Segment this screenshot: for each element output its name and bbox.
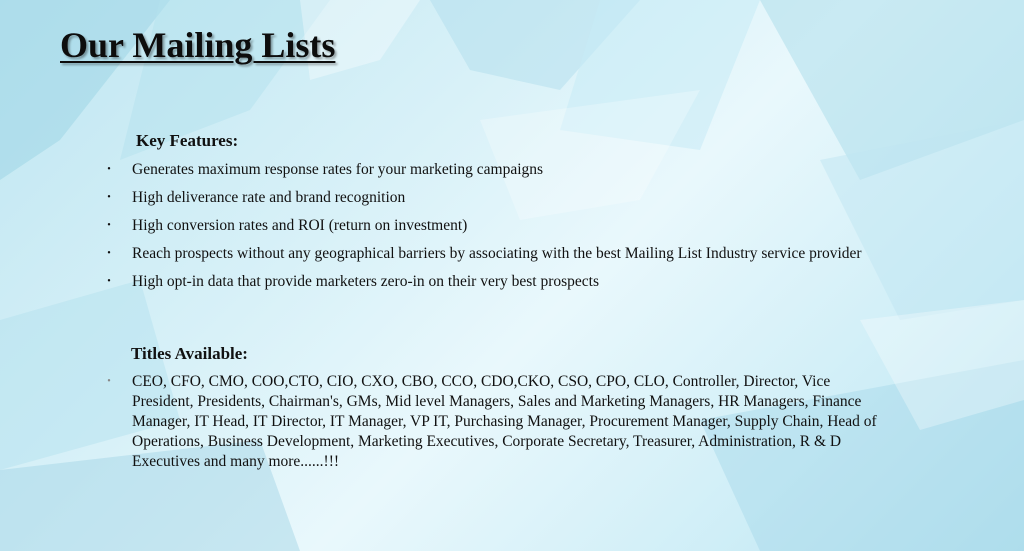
list-item: [104, 216, 904, 236]
feature-text: Generates maximum response rates for your marketing campaigns: [132, 161, 544, 178]
feature-text: High deliverance rate and brand recognition: [132, 189, 406, 206]
titles-list: [104, 372, 894, 472]
titles-text: CEO, CFO, CMO, COO,CTO, CIO, CXO, CBO, CCO, CDO,CKO, CSO, CPO, CLO, Controller, Director, Vice President, Presidents, Chairman's, GMs, Mid level Managers, Sales and Marketing Managers, HR Managers, Finance Manager, IT Head, IT Director, IT Manager, VP IT, Purchasing Manager, Procurement Manager, Supply Chain, Head of Operations, Business Development, Marketing Executives, Corporate Secretary, Treasurer, Administration, R & D Executives and many more......!!!: [132, 373, 877, 470]
key-features-list: [104, 160, 904, 300]
titles-available-heading: Titles Available:: [131, 344, 248, 363]
list-item: [104, 160, 904, 180]
list-item: [104, 372, 894, 472]
bullet-icon: •: [107, 220, 111, 231]
list-item: [104, 188, 904, 208]
list-item: [104, 244, 904, 264]
feature-text: Reach prospects without any geographical barriers by associating with the best Mailing List Industry service provider: [132, 245, 862, 262]
bullet-icon: •: [107, 192, 111, 203]
key-features-heading: Key Features:: [136, 131, 239, 150]
slide-title: Our Mailing Lists: [60, 25, 336, 65]
list-item: [104, 272, 904, 292]
feature-text: High opt-in data that provide marketers zero-in on their very best prospects: [132, 273, 600, 290]
bullet-icon: •: [107, 376, 111, 387]
feature-text: High conversion rates and ROI (return on investment): [132, 217, 468, 234]
bullet-icon: •: [107, 164, 111, 175]
bullet-icon: •: [107, 248, 111, 259]
bullet-icon: •: [107, 276, 111, 287]
